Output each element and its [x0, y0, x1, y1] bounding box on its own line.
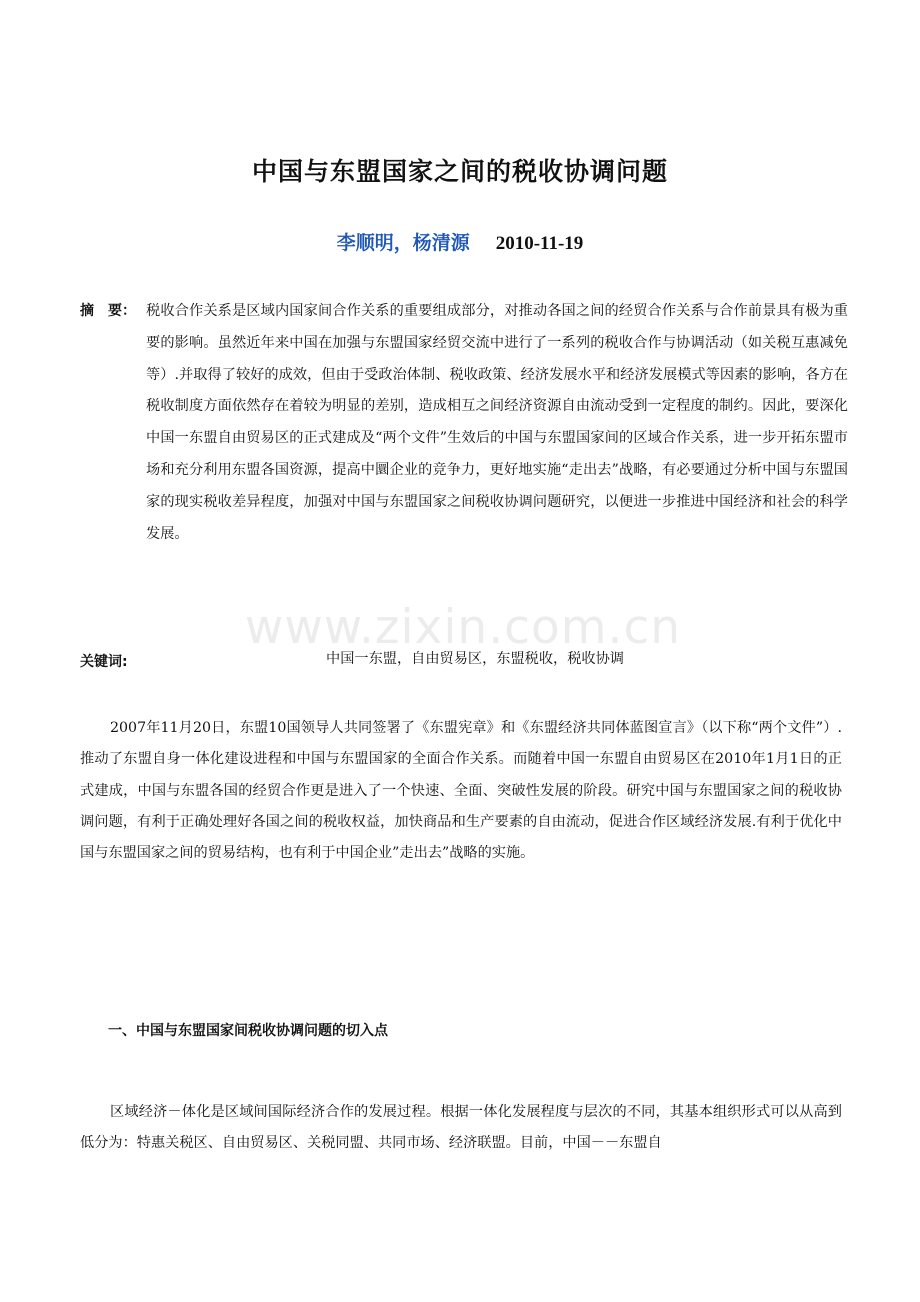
body-paragraph-2: 区域经济－体化是区域间国际经济合作的发展过程。根据一体化发展程度与层次的不同，其基本组织形式可以从高到低分为：特惠关税区、自由贸易区、关税同盟、共同市场、经济联盟。目前，中国－－东盟自: [80, 1104, 842, 1152]
section-heading-1: 一、中国与东盟国家间税收协调问题的切入点: [108, 1023, 388, 1039]
publish-date: 2010-11-19: [495, 233, 584, 254]
keywords-label: 关键词:: [80, 654, 128, 670]
abstract-label: 摘 要：: [80, 303, 136, 319]
authors: 李顺明，杨清源: [336, 232, 470, 254]
abstract-text: 税收合作关系是区域内国家间合作关系的重要组成部分，对推动各国之间的经贸合作关系与合作前景具有极为重要的影响。虽然近年来中国在加强与东盟国家经贸交流中进行了一系列的税收合作与协调活动（如关税互惠减免等）.并取得了较好的成效，但由于受政治体制、税收政策、经济发展水平和经济发展模式等因素的影响，各方在税收制度方面依然存在着较为明显的差别，造成相互之间经济资源自由流动受到一定程度的制约。因此，要深化中国一东盟自由贸易区的正式建成及“两个文件”生效后的中国与东盟国家间的区域合作关系，进一步开拓东盟市场和充分利用东盟各国资源，提高中圜企业的竞争力，更好地实施“走出去”战略，有必要通过分析中国与东盟国家的现实税收差异程度，加强对中国与东盟国家之间税收协调问题研究，以便进一步推进中国经济和社会的科学发展。: [146, 303, 848, 542]
document-title: 中国与东盟国家之间的税收协调问题: [251, 157, 668, 186]
body-paragraph-1: 2007年11月20日，东盟10国领导人共同签署了《东盟宪章》和《东盟经济共同体蓝图宣言》（以下称“两个文件”）.推动了东盟自身一体化建设进程和中国与东盟国家的全面合作关系。而随着中国一东盟自由贸易区在2010年1月1日的正式建成，中国与东盟各国的经贸合作更是进入了一个快速、全面、突破性发展的阶段。研究中国与东盟国家之间的税收协调问题，有利于正确处理好各国之间的税收权益，加快商品和生产要素的自由流动，促进合作区域经济发展.有利于优化中国与东盟国家之间的贸易结构，也有利于中国企业”走出去”战略的实施。: [80, 720, 842, 862]
keywords-text: 中国一东盟，自由贸易区，东盟税收，税收协调: [326, 651, 624, 667]
byline: [0, 228, 920, 255]
watermark: www.zixin.com.cn: [244, 600, 682, 655]
